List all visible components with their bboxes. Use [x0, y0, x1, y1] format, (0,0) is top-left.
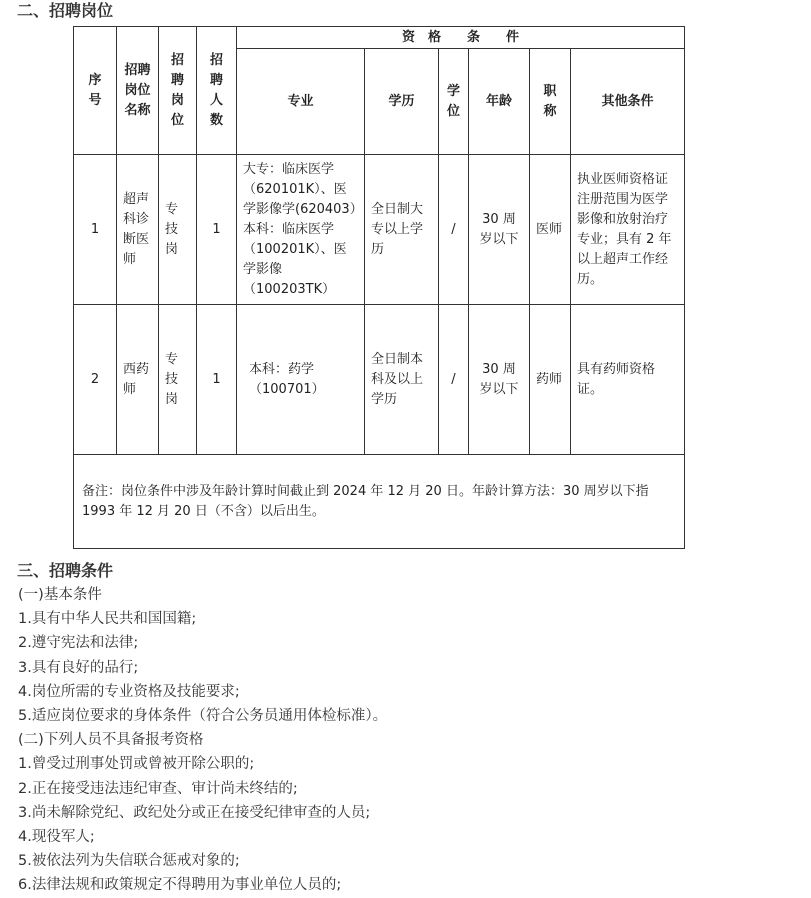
- header-position-type: 招聘岗位: [159, 27, 197, 155]
- cell-degree: /: [439, 155, 469, 305]
- cell-education: 全日制本科及以上学历: [365, 305, 439, 455]
- table-row: [74, 155, 685, 305]
- list-item: 4.现役军人;: [18, 829, 95, 846]
- cell-degree: /: [439, 305, 469, 455]
- list-item: (一)基本条件: [18, 587, 102, 603]
- list-item: 6.法律法规和政策规定不得聘用为事业单位人员的;: [18, 877, 342, 894]
- positions-table: [73, 26, 685, 549]
- cell-count: 1: [197, 305, 237, 455]
- cell-age: 30 周岁以下: [469, 305, 530, 455]
- cell-title: 医师: [530, 155, 571, 305]
- cell-other: 具有药师资格证。: [571, 305, 685, 455]
- header-education: 学历: [365, 49, 439, 155]
- list-item: 2.遵守宪法和法律;: [18, 635, 139, 652]
- list-item: 1.曾受过刑事处罚或曾被开除公职的;: [18, 756, 255, 773]
- header-other: 其他条件: [571, 49, 685, 155]
- cell-position-type: 专技岗: [159, 305, 197, 455]
- cell-position-name: 西药师: [117, 305, 159, 455]
- cell-position-type: 专技岗: [159, 155, 197, 305]
- list-item: (二)下列人员不具备报考资格: [18, 732, 204, 749]
- list-item: 5.被依法列为失信联合惩戒对象的;: [18, 853, 240, 870]
- cell-major: 大专：临床医学（620101K）、医学影像学(620403）本科：临床医学（100201K）、医学影像（100203TK）: [237, 155, 365, 305]
- conditions-list: [18, 583, 387, 898]
- header-qualifications: 资 格 条 件: [237, 27, 685, 49]
- cell-no: 2: [74, 305, 117, 455]
- header-position-name: 招聘岗位名称: [117, 27, 159, 155]
- table-note: 备注：岗位条件中涉及年龄计算时间截止到 2024 年 12 月 20 日。年龄计算方法：30 周岁以下指 1993 年 12 月 20 日（不含）以后出生。: [74, 455, 685, 549]
- cell-no: 1: [74, 155, 117, 305]
- header-major: 专业: [237, 49, 365, 155]
- table-row: [74, 305, 685, 455]
- cell-age: 30 周岁以下: [469, 155, 530, 305]
- list-item: 2.正在接受违法违纪审查、审计尚未终结的;: [18, 780, 298, 797]
- list-item: 3.尚未解除党纪、政纪处分或正在接受纪律审查的人员;: [18, 804, 371, 821]
- cell-major: 本科：药学（100701）: [237, 305, 365, 455]
- list-item: 3.具有良好的品行;: [18, 659, 139, 676]
- cell-count: 1: [197, 155, 237, 305]
- cell-education: 全日制大专以上学历: [365, 155, 439, 305]
- list-item: 5.适应岗位要求的身体条件（符合公务员通用体检标准）。: [18, 708, 388, 725]
- cell-position-name: 超声科诊断医师: [117, 155, 159, 305]
- cell-other: 执业医师资格证注册范围为医学影像和放射治疗专业；具有 2 年以上超声工作经历。: [571, 155, 685, 305]
- header-no: 序号: [74, 27, 117, 155]
- list-item: 4.岗位所需的专业资格及技能要求;: [18, 683, 240, 700]
- header-count: 招聘人数: [197, 27, 237, 155]
- header-degree: 学位: [439, 49, 469, 155]
- section-3-heading: 三、招聘条件: [17, 561, 114, 580]
- header-age: 年龄: [469, 49, 530, 155]
- cell-title: 药师: [530, 305, 571, 455]
- list-item: 1.具有中华人民共和国国籍;: [18, 611, 197, 628]
- header-title: 职称: [530, 49, 571, 155]
- section-2-heading: 二、招聘岗位: [17, 1, 114, 20]
